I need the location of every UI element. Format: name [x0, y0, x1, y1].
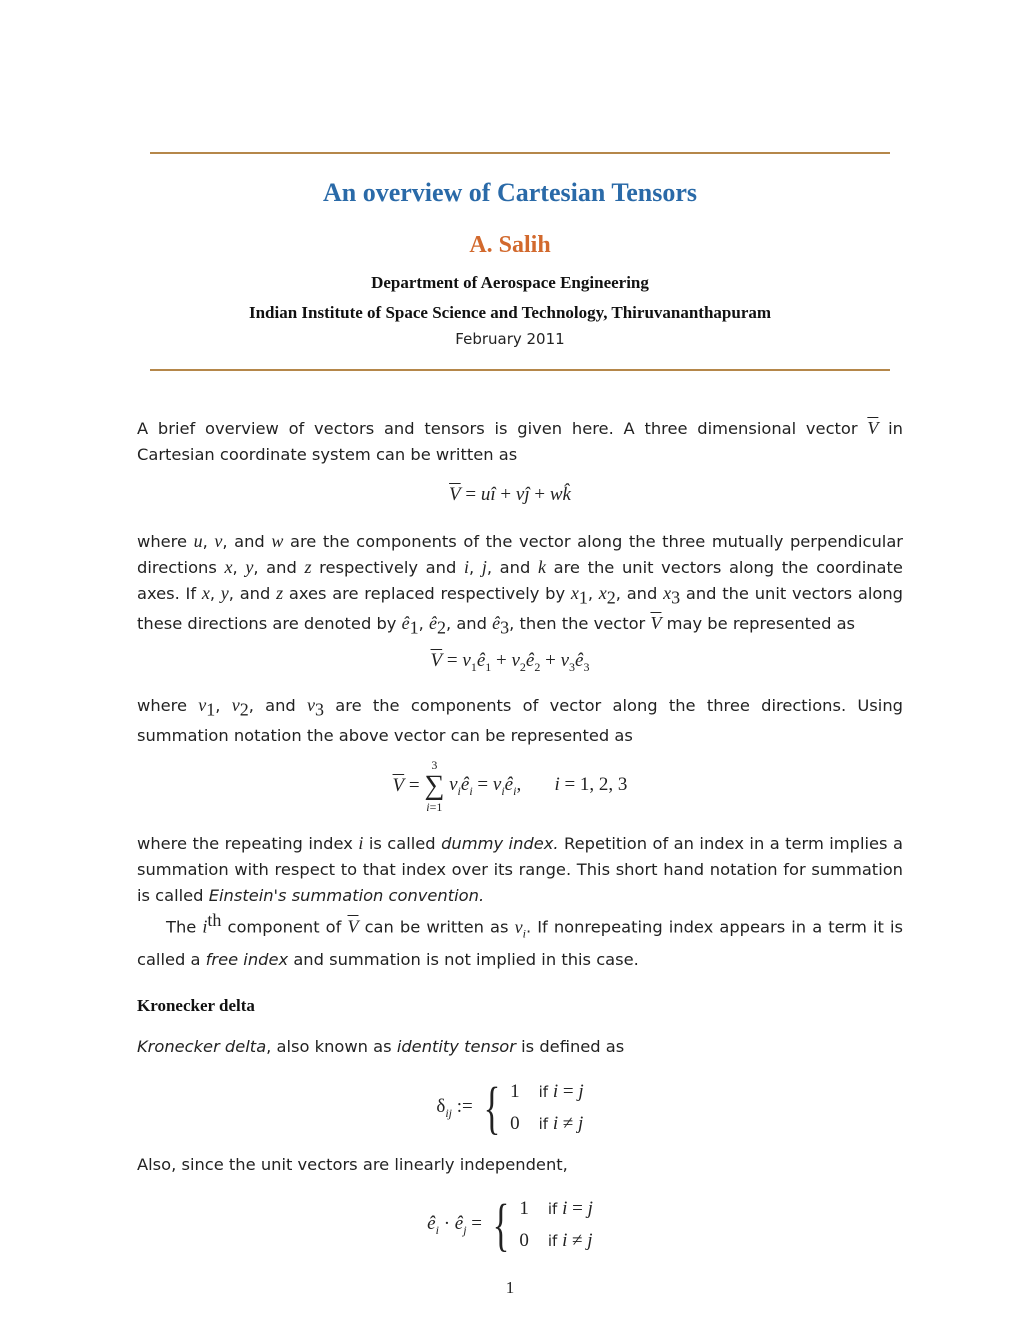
paper-title: An overview of Cartesian Tensors: [322, 178, 698, 207]
paragraph-linear-independence: Also, since the unit vectors are linearly independent,: [137, 1155, 568, 1174]
equation-vector-basis: $\overline{V}$ = $v_1ê_1$ + $v_2ê_2$ + $v_3ê_3$: [430, 650, 590, 674]
department: Department of Aerospace Engineering: [371, 273, 649, 292]
section-heading-kronecker: Kronecker delta: [137, 996, 255, 1015]
paragraph-summation-intro: where $v_1$, $v_2$, and $v_3$ are the components of vector along the three directions. Using summation notation the above vector can be represented as: [137, 695, 903, 746]
bottom-rule: [150, 369, 890, 371]
date: February 2011: [455, 330, 565, 348]
page-number: 1: [505, 1278, 515, 1297]
author: A. Salih: [469, 232, 551, 258]
paragraph-intro: A brief overview of vectors and tensors is given here. A three dimensional vector $\overline{V}$ in Cartesian coordinate system can be written as: [137, 418, 903, 464]
equation-unit-vector-dot: $ê_i$ · $ê_j$ = { 1 if i = j 0 if i ≠ j: [427, 1192, 593, 1257]
equation-kronecker: $\delta_{ij}$ := { 1 if i = j 0 if i ≠ j: [436, 1075, 584, 1140]
institute: Indian Institute of Space Science and Technology, Thiruvananthapuram: [248, 303, 772, 322]
equation-vector-uvw: $\overline{V}$ = uî + vĵ + wk̂: [449, 484, 571, 505]
paragraph-dummy-index: where the repeating index i is called dummy index. Repetition of an index in a term implies a summation with respect to that index over its range. This short hand notation for summation is called Einstein's summation convention. The $i^{th}$ component of $\overline{V}$ can be written as $v_i$. If nonrepeating index appears in a term it is called a free index and summation is not implied in this case.: [137, 833, 903, 970]
paragraph-components: where u, v, and w are the components of the vector along the three mutually perpendicular directions x, y, and z respectively and i, j, and k are the unit vectors along the coordinate axes. If x, y, and z axes are replaced respectively by $x_1$, $x_2$, and $x_3$ and the unit vectors along these directions are denoted by $ê_1$, $ê_2$, and $ê_3$, then the vector $\overline{V}$ may be represented as: [137, 531, 903, 637]
top-rule: [150, 152, 890, 154]
equation-summation: $\overline{V}$ = 3 ∑ i=1 $v_iê_i$ = $v_iê_i$, i = 1, 2, 3: [392, 758, 628, 814]
paragraph-kronecker-def: Kronecker delta, also known as identity tensor is defined as: [137, 1037, 625, 1056]
